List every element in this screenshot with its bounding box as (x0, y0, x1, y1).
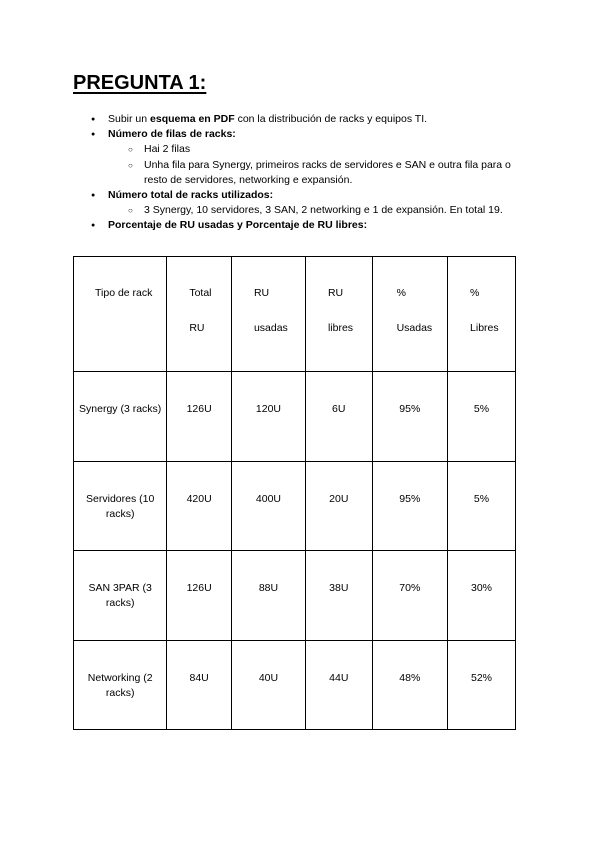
bullet-label: Número total de racks utilizados: (108, 189, 274, 202)
table-cell: 30% (448, 551, 516, 641)
bullet-row-count (91, 127, 531, 188)
sub-item: ○ Hai 2 filas (108, 142, 531, 157)
bullet-total-racks (91, 188, 531, 218)
table-cell: 84U (167, 641, 232, 730)
header-cell: Total RU (167, 257, 232, 372)
sub-list (108, 203, 531, 218)
table-header-row (74, 257, 516, 372)
header-cell: RU libres (305, 257, 372, 372)
table-cell: 48% (372, 641, 447, 730)
table-cell: 120U (231, 372, 305, 462)
table-cell: 400U (231, 462, 305, 551)
table-cell: 420U (167, 462, 232, 551)
table-cell: 95% (372, 462, 447, 551)
table-row (74, 462, 516, 551)
page-title: PREGUNTA 1: (73, 72, 207, 94)
table-row (74, 641, 516, 730)
table-cell: 20U (305, 462, 372, 551)
table-row (74, 372, 516, 462)
sub-item: ○ Unha fila para Synergy, primeiros racks de servidores e SAN e outra fila para o resto de servidores, networking e expansión. (108, 158, 531, 188)
bullet-text-pre: Subir un (108, 113, 151, 125)
table-cell: 5% (448, 462, 516, 551)
header-cell: % Libres (448, 257, 516, 372)
header-cell: % Usadas (372, 257, 447, 372)
header-cell: Tipo de rack (74, 257, 167, 372)
table-cell: Synergy (3 racks) (74, 372, 167, 462)
bullet-label: Porcentaje de RU usadas y Porcentaje de RU libres: (108, 219, 368, 232)
bullet-label: Número de filas de racks: (108, 128, 236, 141)
sub-list (108, 142, 531, 188)
question-bullet-list (91, 112, 531, 234)
table-cell: 126U (167, 551, 232, 641)
rack-usage-table (73, 256, 516, 730)
bullet-ru-percentage (91, 218, 531, 233)
table-cell: 95% (372, 372, 447, 462)
header-cell: RU usadas (231, 257, 305, 372)
table-cell: 40U (231, 641, 305, 730)
table-cell: 52% (448, 641, 516, 730)
bullet-text-bold: esquema en PDF (150, 113, 235, 125)
table-cell: 70% (372, 551, 447, 641)
table-cell: 5% (448, 372, 516, 462)
table-cell: 88U (231, 551, 305, 641)
table-cell: 6U (305, 372, 372, 462)
bullet-upload-pdf (91, 112, 531, 127)
table-cell: 38U (305, 551, 372, 641)
table-cell: SAN 3PAR (3 racks) (74, 551, 167, 641)
table-cell: Servidores (10 racks) (74, 462, 167, 551)
bullet-text-post: con la distribución de racks y equipos TI. (234, 113, 428, 125)
sub-item: ○ 3 Synergy, 10 servidores, 3 SAN, 2 networking e 1 de expansión. En total 19. (108, 203, 531, 218)
table-cell: Networking (2 racks) (74, 641, 167, 730)
table-cell: 44U (305, 641, 372, 730)
table-row (74, 551, 516, 641)
table-cell: 126U (167, 372, 232, 462)
